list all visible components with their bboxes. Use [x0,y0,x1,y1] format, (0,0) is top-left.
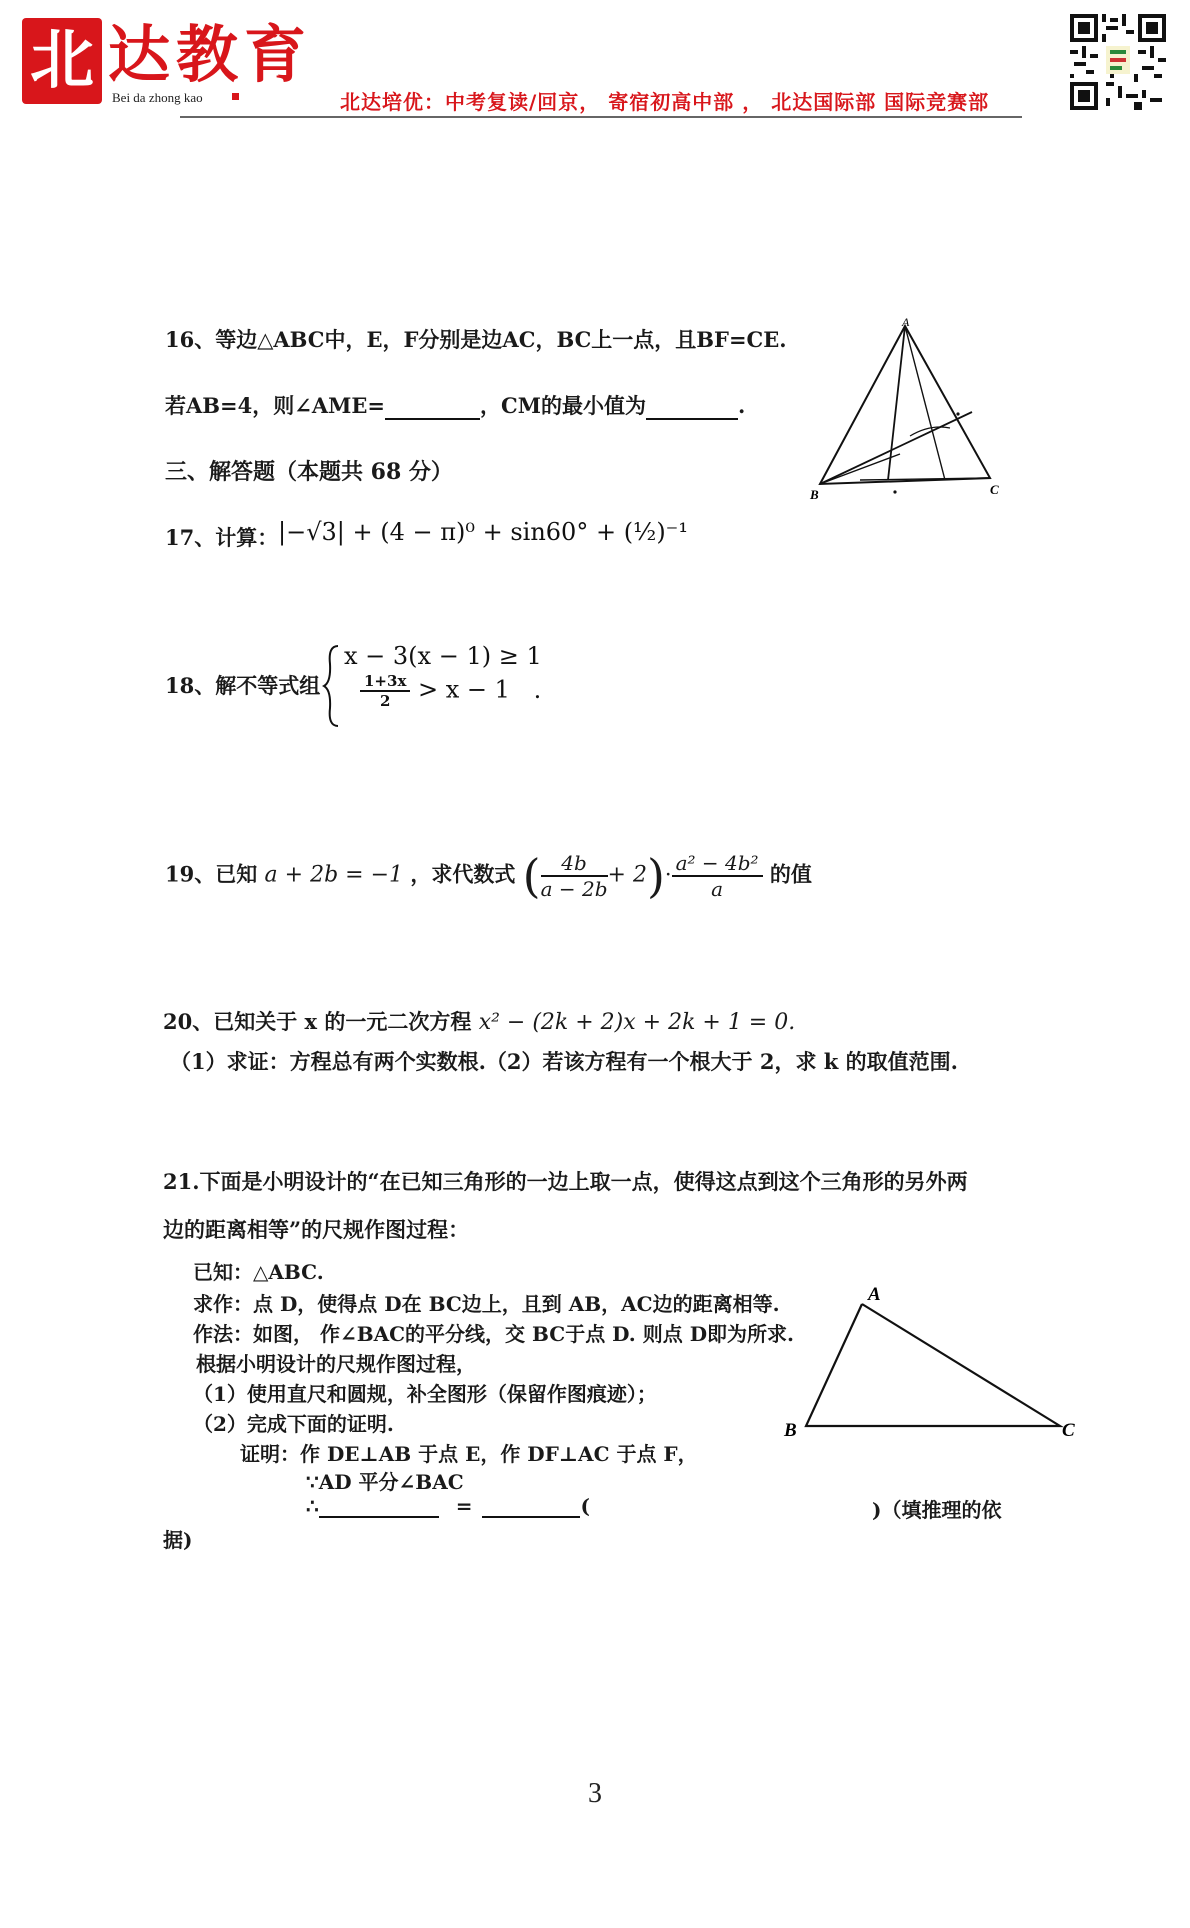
q16-blank-angle[interactable] [385,398,480,420]
q19-frac2-num: a² − 4b² [672,851,763,877]
q19-suffix: 的值 [769,861,812,887]
q16-prefix: 若AB=4，则∠AME= [165,393,385,418]
q18-frac-den: 2 [379,692,391,710]
q18-line1: x − 3(x − 1) ≥ 1 [344,642,542,670]
q18-suffix: . [533,675,542,704]
q19-left-paren: ( [522,849,541,903]
q19-fraction-1 [541,851,608,901]
logo-title: 达教育 [108,18,313,91]
q16-mid: ，CM的最小值为 [480,393,646,418]
q21-part2: （2）完成下面的证明. [193,1412,394,1436]
q21-equals: = [455,1494,473,1518]
q21-proof3-tail: )（填推理的依 [872,1498,1002,1522]
q19-plus-two: + 2 [607,862,647,888]
q19-condition: a + 2b = −1 [264,862,404,888]
q19-frac1-num: 4b [541,851,608,877]
header-divider [180,116,1022,118]
q17-prefix: 17、计算： [165,525,279,550]
q18-line2-rest: > x − 1 [418,675,510,704]
q16-triangle-figure [800,316,1010,506]
logo-square-icon [232,93,239,100]
q21-label-a: A [868,1284,881,1305]
q16-line2 [165,390,745,420]
q18-line2 [360,672,541,710]
q16-line1: 16、等边△ABC中，E，F分别是边AC，BC上一点，且BF=CE. [165,327,787,352]
q16-label-b: B [810,487,819,502]
q21-line2: 边的距离相等”的尺规作图过程： [163,1217,470,1242]
q19-line [165,849,812,903]
q21-label-c: C [1062,1420,1075,1440]
q20-equation: x² − (2k + 2)x + 2k + 1 = 0. [478,1010,796,1035]
q21-method: 作法：如图， 作∠BAC的平分线，交 BC于点 D. 则点 D即为所求. [193,1322,795,1346]
logo-mark: 北 [22,18,102,104]
q21-therefore: ∴ [306,1494,319,1518]
q16-end: . [737,393,746,418]
q19-frac1-den: a − 2b [540,877,608,901]
q21-triangle-figure [780,1280,1080,1440]
header-tagline: 北达培优：中考复读/回京， 寄宿初高中部 ， 北达国际部 国际竞赛部 [340,90,990,114]
q21-proof1: 证明：作 DE⊥AB 于点 E，作 DF⊥AC 于点 F， [240,1442,698,1466]
qr-code-icon [1070,14,1166,110]
q21-blank-right[interactable] [482,1496,580,1518]
q21-proof3 [306,1494,590,1518]
q21-proof2: ∵AD 平分∠BAC [306,1470,464,1494]
q18-fraction [360,672,410,710]
q21-according: 根据小明设计的尺规作图过程， [196,1352,476,1376]
q20-line1 [163,1006,795,1036]
q19-mid: ，求代数式 [410,861,516,887]
q17-expression: |−√3| + (4 − π)⁰ + sin60° + (½)⁻¹ [278,518,688,546]
section-3-heading: 三、解答题（本题共 68 分） [165,459,453,485]
q19-dot: · [664,862,672,887]
q21-blank-left[interactable] [319,1496,439,1518]
q18-frac-num: 1+3x [360,672,410,692]
page-number: 3 [588,1778,602,1809]
q21-proof4: 据) [163,1528,193,1552]
q16-blank-min[interactable] [646,398,738,420]
q21-line1: 21.下面是小明设计的“在已知三角形的一边上取一点，使得这点到这个三角形的另外两 [163,1169,968,1194]
q21-label-b: B [784,1420,797,1440]
q19-right-paren: ) [646,849,665,903]
q18-brace-icon [322,644,342,728]
q16-label-a: A [902,316,910,329]
q18-prefix: 18、解不等式组 [165,673,321,698]
q20-prefix: 20、已知关于 x 的一元二次方程 [163,1009,472,1034]
q21-given: 已知：△ABC. [193,1260,324,1284]
q21-part1: （1）使用直尺和圆规，补全图形（保留作图痕迹）； [193,1382,657,1406]
logo-subtitle: Bei da zhong kao [112,90,203,105]
q21-reason-space[interactable] [574,1490,864,1518]
q19-prefix: 19、已知 [165,861,258,887]
q21-find: 求作：点 D，使得点 D在 BC边上，且到 AB，AC边的距离相等. [193,1292,780,1316]
q21-open-paren: ( [580,1494,590,1518]
q19-frac2-den: a [711,877,724,901]
q20-line2: （1）求证：方程总有两个实数根.（2）若该方程有一个根大于 2，求 k 的取值范围. [170,1049,958,1074]
q16-label-c: C [990,482,999,497]
q19-fraction-2 [672,851,763,901]
